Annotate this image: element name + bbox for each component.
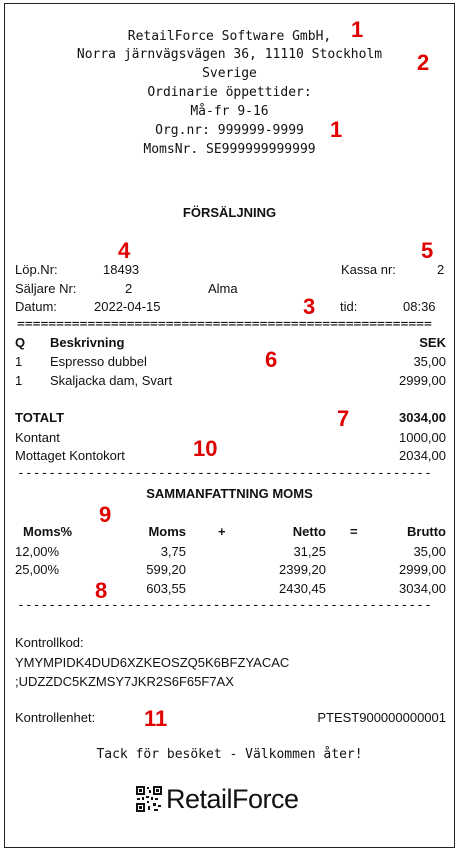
receipt-title: FÖRSÄLJNING bbox=[182, 205, 277, 220]
annotation-marker-7: 7 bbox=[337, 406, 350, 431]
control-code-label: Kontrollkod: bbox=[15, 635, 84, 650]
vat-row-net: 31,25 bbox=[293, 544, 326, 559]
opening-hours-label: Ordinarie öppettider: bbox=[147, 85, 312, 100]
cash-value: 1000,00 bbox=[399, 430, 446, 445]
vat-sum-vat: 603,55 bbox=[146, 581, 186, 596]
tid-value: 08:36 bbox=[403, 299, 436, 314]
company-name: RetailForce Software GmbH, bbox=[127, 29, 332, 44]
vat-header-rate: Moms% bbox=[23, 524, 73, 539]
vat-header-net: Netto bbox=[292, 524, 326, 539]
total-value: 3034,00 bbox=[399, 410, 446, 425]
annotation-marker-11: 11 bbox=[144, 706, 168, 731]
org-number: Org.nr: 999999-9999 bbox=[155, 123, 304, 138]
address-line-2: Sverige bbox=[202, 66, 257, 81]
datum-label: Datum: bbox=[15, 299, 57, 314]
annotation-marker-2: 2 bbox=[417, 50, 430, 75]
lop-nr-value: 18493 bbox=[103, 262, 140, 277]
annotation-marker-3: 3 bbox=[303, 294, 316, 319]
logo-text: RetailForce bbox=[166, 783, 299, 814]
column-quantity: Q bbox=[15, 335, 26, 350]
saljare-nr-value: 2 bbox=[125, 281, 133, 296]
annotation-marker-5: 5 bbox=[421, 238, 434, 263]
vat-row-vat: 599,20 bbox=[146, 562, 186, 577]
cash-label: Kontant bbox=[15, 430, 60, 445]
total-label: TOTALT bbox=[15, 410, 65, 425]
vat-row-rate: 12,00% bbox=[15, 544, 60, 559]
receipt bbox=[4, 3, 455, 848]
address-line-1: Norra järnvägsvägen 36, 11110 Stockholm bbox=[76, 47, 383, 62]
tid-label: tid: bbox=[340, 299, 358, 314]
item-quantity: 1 bbox=[15, 354, 23, 369]
annotation-marker-4: 4 bbox=[118, 238, 131, 263]
dashed-separator: ----------------------------------------------------- bbox=[17, 600, 432, 612]
lop-nr-label: Löp.Nr: bbox=[15, 262, 58, 277]
annotation-marker-10: 10 bbox=[193, 436, 218, 461]
vat-summary-title: SAMMANFATTNING MOMS bbox=[146, 486, 313, 501]
vat-number: MomsNr. SE999999999999 bbox=[143, 142, 316, 157]
control-code-line-2: ;UDZZDC5KZMSY7JKR2S6F65F7AX bbox=[15, 674, 234, 689]
dashed-separator: ----------------------------------------------------- bbox=[17, 468, 432, 480]
vat-sum-net: 2430,45 bbox=[279, 581, 326, 596]
vat-header-vat: Moms bbox=[148, 524, 186, 539]
qr-code-icon bbox=[136, 786, 162, 812]
item-price: 35,00 bbox=[413, 354, 446, 369]
double-separator: ===================================================== bbox=[17, 319, 432, 331]
control-code-line-1: YMYMPIDK4DUD6XZKEOSZQ5K6BFZYACAC bbox=[15, 655, 290, 670]
vat-header-gross: Brutto bbox=[407, 524, 446, 539]
annotation-marker-6: 6 bbox=[265, 347, 278, 372]
vat-row-vat: 3,75 bbox=[160, 544, 186, 559]
vat-header-eq: = bbox=[350, 524, 358, 539]
column-description: Beskrivning bbox=[50, 335, 125, 350]
annotation-marker-1: 1 bbox=[351, 17, 364, 42]
retailforce-logo bbox=[136, 782, 299, 816]
datum-value: 2022-04-15 bbox=[94, 299, 161, 314]
annotation-marker-9: 9 bbox=[99, 502, 112, 527]
control-unit-value: PTEST900000000001 bbox=[317, 710, 446, 725]
vat-row-net: 2399,20 bbox=[279, 562, 326, 577]
column-currency: SEK bbox=[419, 335, 446, 350]
vat-header-plus: + bbox=[218, 524, 226, 539]
saljare-nr-label: Säljare Nr: bbox=[15, 281, 77, 296]
control-unit-label: Kontrollenhet: bbox=[15, 710, 96, 725]
thank-you-message: Tack för besöket - Välkommen åter! bbox=[96, 747, 363, 762]
item-quantity: 1 bbox=[15, 373, 23, 388]
kassa-nr-value: 2 bbox=[437, 262, 445, 277]
opening-hours: Må-fr 9-16 bbox=[190, 104, 269, 119]
vat-row-rate: 25,00% bbox=[15, 562, 60, 577]
vat-row-gross: 2999,00 bbox=[399, 562, 446, 577]
vat-row-gross: 35,00 bbox=[413, 544, 446, 559]
card-value: 2034,00 bbox=[399, 448, 446, 463]
saljare-name: Alma bbox=[208, 281, 238, 296]
vat-sum-gross: 3034,00 bbox=[399, 581, 446, 596]
card-label: Mottaget Kontokort bbox=[15, 448, 125, 463]
annotation-marker-1: 1 bbox=[330, 117, 343, 142]
annotation-marker-8: 8 bbox=[95, 578, 108, 603]
item-description: Skaljacka dam, Svart bbox=[50, 373, 173, 388]
kassa-nr-label: Kassa nr: bbox=[341, 262, 396, 277]
item-description: Espresso dubbel bbox=[50, 354, 147, 369]
item-price: 2999,00 bbox=[399, 373, 446, 388]
